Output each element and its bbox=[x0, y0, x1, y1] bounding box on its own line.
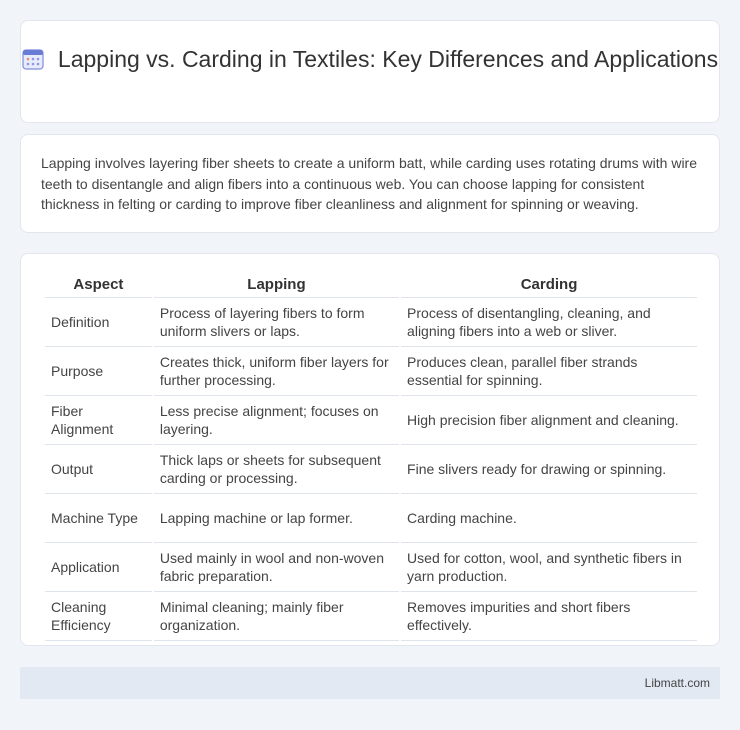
comparison-card bbox=[20, 253, 720, 646]
aspect-cell: Application bbox=[45, 543, 152, 592]
footer-site-link[interactable]: Libmatt.com bbox=[644, 676, 710, 690]
carding-cell: High precision fiber alignment and cleaning. bbox=[401, 396, 697, 445]
aspect-cell: Definition bbox=[45, 298, 152, 347]
aspect-cell: Cleaning Efficiency bbox=[45, 592, 152, 641]
aspect-cell: Fiber Alignment bbox=[45, 396, 152, 445]
calendar-icon bbox=[22, 48, 44, 70]
lapping-cell: Thick laps or sheets for subsequent carding or processing. bbox=[154, 445, 399, 494]
footer-bar bbox=[20, 667, 720, 699]
column-header-carding: Carding bbox=[401, 276, 697, 298]
lapping-cell: Creates thick, uniform fiber layers for further processing. bbox=[154, 347, 399, 396]
lapping-cell: Used mainly in wool and non-woven fabric preparation. bbox=[154, 543, 399, 592]
table-header-row bbox=[45, 276, 697, 298]
aspect-cell: Machine Type bbox=[45, 494, 152, 543]
table-row bbox=[45, 445, 697, 494]
aspect-cell: Output bbox=[45, 445, 152, 494]
table-row bbox=[45, 396, 697, 445]
table-row bbox=[45, 347, 697, 396]
table-row bbox=[45, 592, 697, 641]
carding-cell: Process of disentangling, cleaning, and aligning fibers into a web or sliver. bbox=[401, 298, 697, 347]
carding-cell: Fine slivers ready for drawing or spinning. bbox=[401, 445, 697, 494]
intro-card bbox=[20, 134, 720, 233]
lapping-cell: Less precise alignment; focuses on layering. bbox=[154, 396, 399, 445]
table-row bbox=[45, 494, 697, 543]
intro-paragraph: Lapping involves layering fiber sheets to create a uniform batt, while carding uses rotating drums with wire teeth to disentangle and align fibers into a continuous web. You can choose lapping for consistent thickness in felting or carding to improve fiber cleanliness and alignment for spinning or weaving. bbox=[41, 155, 697, 212]
lapping-cell: Process of layering fibers to form uniform slivers or laps. bbox=[154, 298, 399, 347]
carding-cell: Used for cotton, wool, and synthetic fibers in yarn production. bbox=[401, 543, 697, 592]
lapping-cell: Minimal cleaning; mainly fiber organization. bbox=[154, 592, 399, 641]
title-card bbox=[20, 20, 720, 123]
lapping-cell: Lapping machine or lap former. bbox=[154, 494, 399, 543]
column-header-lapping: Lapping bbox=[154, 276, 399, 298]
column-header-aspect: Aspect bbox=[45, 276, 152, 298]
aspect-cell: Purpose bbox=[45, 347, 152, 396]
comparison-table bbox=[43, 276, 699, 641]
table-row bbox=[45, 543, 697, 592]
carding-cell: Removes impurities and short fibers effectively. bbox=[401, 592, 697, 641]
page-title bbox=[21, 45, 719, 74]
carding-cell: Carding machine. bbox=[401, 494, 697, 543]
page-title-text: Lapping vs. Carding in Textiles: Key Differences and Applications bbox=[57, 46, 719, 72]
table-row bbox=[45, 298, 697, 347]
carding-cell: Produces clean, parallel fiber strands essential for spinning. bbox=[401, 347, 697, 396]
